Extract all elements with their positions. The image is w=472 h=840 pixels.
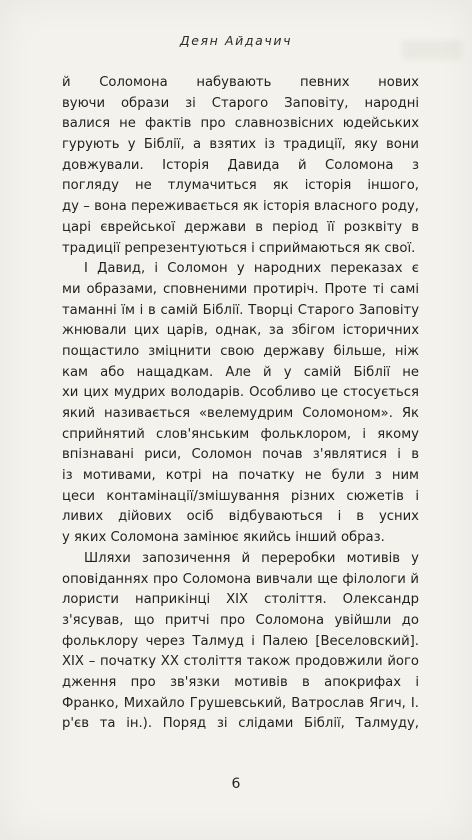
text-line: традиції репрезентуються і сприймаються як свої.: [62, 240, 416, 256]
text-line: який називається «велемудрим Соломоном». Як: [62, 406, 419, 421]
text-line: пощастило зміцнити свою державу більше, ніж: [62, 343, 419, 359]
text-line: ми образами, сповненими протиріч. Проте ті самі: [62, 281, 419, 297]
text-line: й Соломона набувають певних нових: [62, 75, 419, 90]
text-line: дження про зв'язки мотивів в апокрифах і: [62, 674, 419, 690]
text-line: сприйнятий слов'янським фольклором, і якому: [62, 426, 419, 442]
page-number: 6: [231, 776, 241, 792]
text-line: царі єврейської держави в період її розквіту в: [62, 219, 419, 235]
text-line: довжували. Історія Давида й Соломона з: [62, 157, 419, 173]
text-line: з'ясував, що притчі про Соломона увійшли до: [62, 612, 419, 628]
text-line: лористи наприкінці XIX століття. Олександр: [62, 592, 419, 608]
text-line: хи цих мудрих володарів. Особливо це стосується: [62, 385, 419, 401]
text-line: погляду не тлумачиться як історія іншого,: [62, 178, 419, 194]
text-line: жнювали цих царів, однак, за збігом історичних: [62, 323, 419, 339]
text-line: із мотивами, котрі на початку не були з ним: [62, 468, 419, 484]
text-line: кам або нащадкам. Але й у самій Біблії не: [62, 364, 419, 380]
text-line: цеси контамінації/змішування різних сюжетів і: [62, 488, 419, 504]
text-line: ду – вона переживається як історія власного роду,: [62, 199, 419, 215]
text-line: оповіданнях про Соломона вивчали ще філологи й: [62, 571, 419, 587]
text-line: у яких Соломона замінює якийсь інший образ.: [62, 530, 385, 546]
text-line: р'єв та ін.). Поряд зі слідами Біблії, Талмуду,: [62, 716, 419, 732]
paragraph-start-line: І Давид, і Соломон у народних переказах є: [84, 261, 419, 277]
text-line: вуючи образи зі Старого Заповіту, народні: [62, 95, 419, 111]
text-line: валися не фактів про славнозвісних юдейських: [62, 116, 419, 132]
text-line: ливих дійових осіб відбуваються і в усних: [62, 509, 419, 525]
text-line: XIX – початку XX століття також продовжили його: [62, 654, 419, 670]
text-line: Франко, Михайло Грушевський, Ватрослав Ягич, І.: [62, 695, 419, 711]
text-line: таманні їм і в самій Біблії. Творці Старого Заповіту: [62, 302, 419, 318]
text-line: фольклору через Талмуд і Палею [Веселовский].: [62, 633, 419, 649]
body-text: [62, 73, 419, 735]
text-line: впізнавані риси, Соломон почав з'являтися і в: [62, 447, 419, 463]
running-header: Деян Айдачич: [179, 33, 293, 48]
paragraph-start-line: Шляхи запозичення й переробки мотивів у: [84, 550, 419, 566]
text-line: гурують у Біблії, а взятих із традиції, яку вони: [62, 137, 419, 153]
